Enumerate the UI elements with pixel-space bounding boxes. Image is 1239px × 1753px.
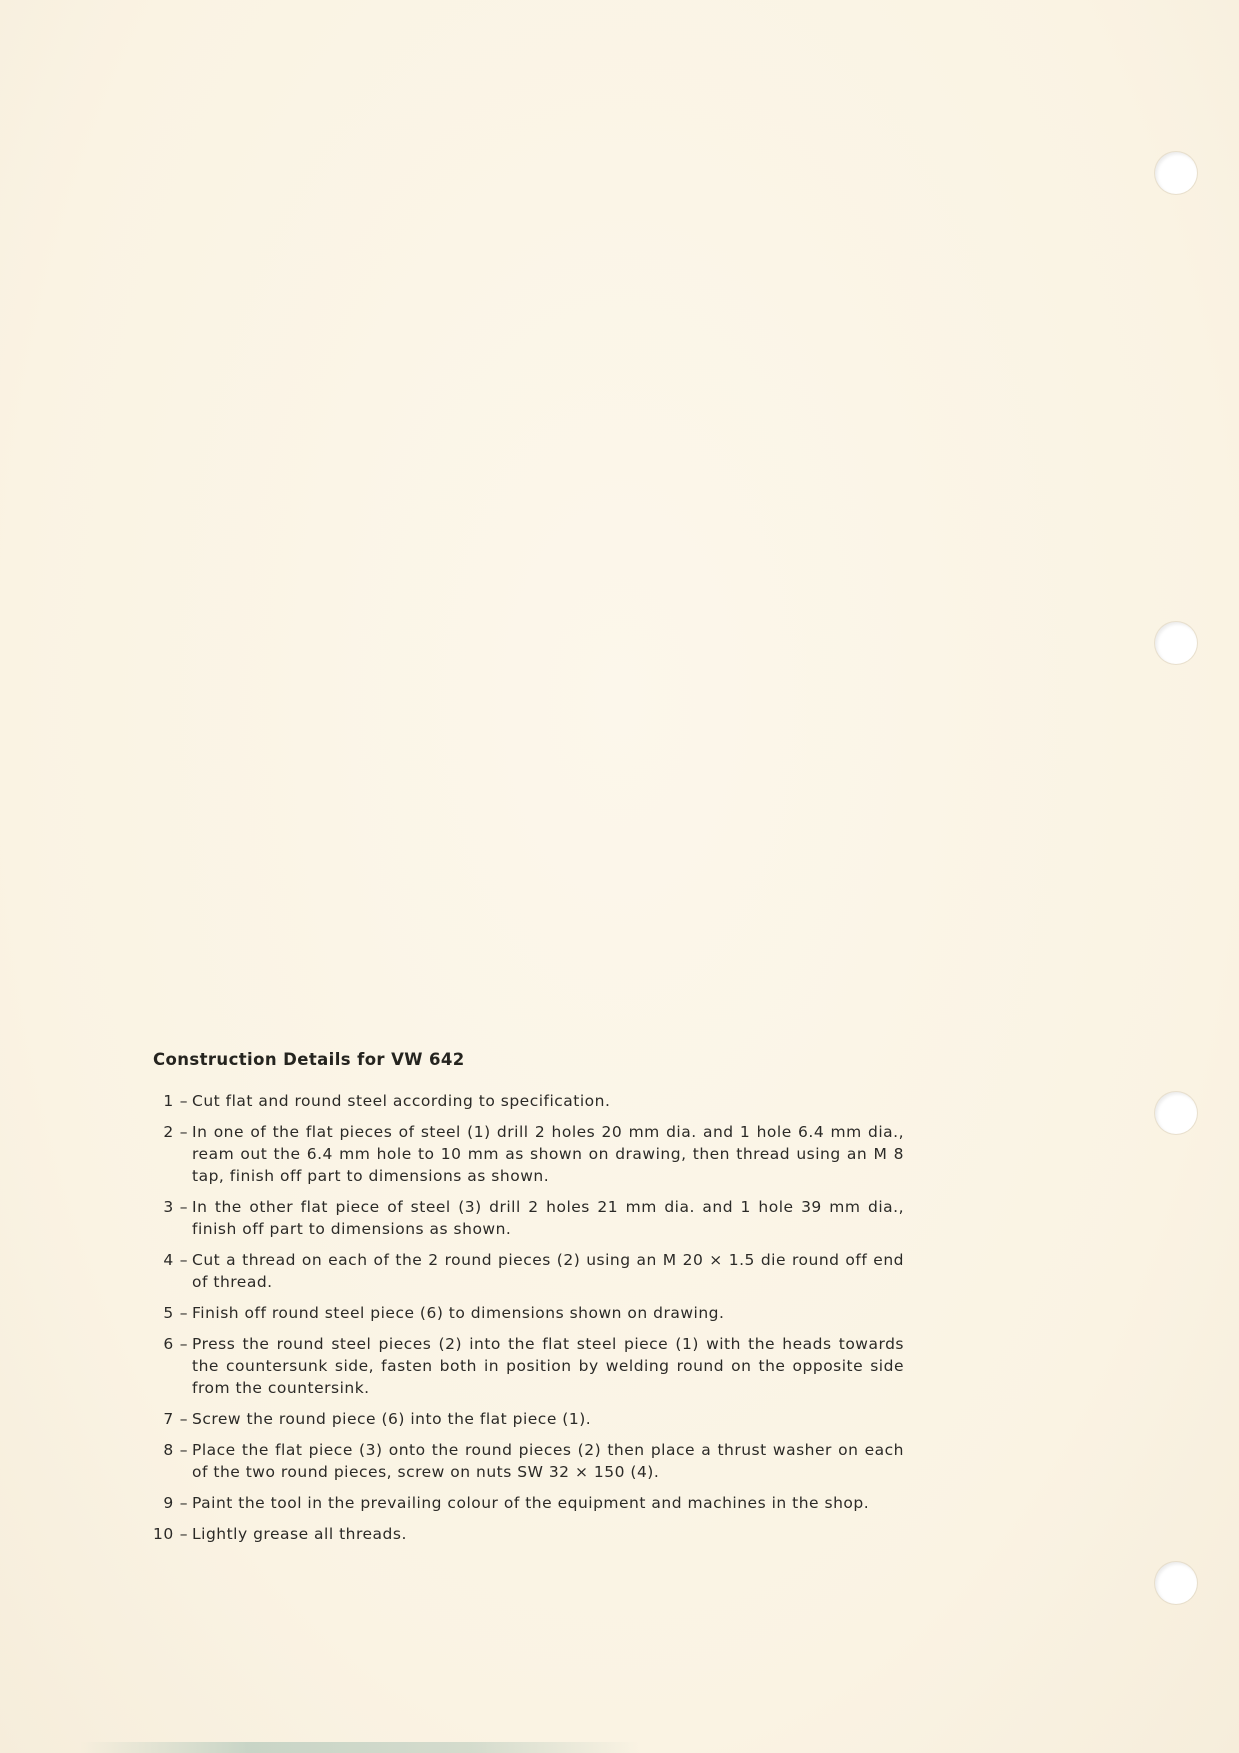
punch-hole [1155,1562,1197,1604]
step-text: Lightly grease all threads. [192,1525,407,1543]
step-number: 4 – [163,1251,188,1269]
step-number: 6 – [163,1335,188,1353]
step-number: 10 – [153,1525,188,1543]
step-number: 3 – [163,1198,188,1216]
list-item [152,1090,904,1112]
step-number: 8 – [163,1441,188,1459]
step-text: Screw the round piece (6) into the flat piece (1). [192,1410,592,1428]
punch-hole [1155,152,1197,194]
list-item [152,1523,904,1545]
list-item [152,1302,904,1324]
list-item [152,1408,904,1430]
step-number: 1 – [163,1092,188,1110]
step-text: Press the round steel pieces (2) into the flat steel piece (1) with the heads towards the countersunk side, fasten both in position by welding round on the opposite side from the countersink. [192,1335,904,1397]
list-item [152,1249,904,1293]
list-item [152,1121,904,1187]
step-number: 9 – [163,1494,188,1512]
step-text: Place the flat piece (3) onto the round pieces (2) then place a thrust washer on each of the two round pieces, screw on nuts SW 32 × 150 (4). [192,1441,904,1481]
construction-details-section [152,1050,904,1554]
punch-hole [1155,1092,1197,1134]
step-text: Finish off round steel piece (6) to dimensions shown on drawing. [192,1304,725,1322]
list-item [152,1439,904,1483]
step-text: Cut flat and round steel according to specification. [192,1092,611,1110]
step-number: 5 – [163,1304,188,1322]
list-item [152,1492,904,1514]
step-text: Cut a thread on each of the 2 round pieces (2) using an M 20 × 1.5 die round off end of thread. [192,1251,904,1291]
step-text: Paint the tool in the prevailing colour of the equipment and machines in the shop. [192,1494,870,1512]
step-number: 2 – [163,1123,188,1141]
steps-list [152,1090,904,1545]
step-text: In one of the flat pieces of steel (1) drill 2 holes 20 mm dia. and 1 hole 6.4 mm dia., ream out the 6.4 mm hole to 10 mm as shown on drawing, then thread using an M 8 tap, finish off part to dimensions as shown. [192,1123,904,1185]
list-item [152,1333,904,1399]
step-number: 7 – [163,1410,188,1428]
step-text: In the other flat piece of steel (3) drill 2 holes 21 mm dia. and 1 hole 39 mm dia., finish off part to dimensions as shown. [192,1198,904,1238]
punch-hole [1155,622,1197,664]
section-title: Construction Details for VW 642 [153,1050,465,1069]
list-item [152,1196,904,1240]
paper-edge-stain [80,1742,640,1753]
